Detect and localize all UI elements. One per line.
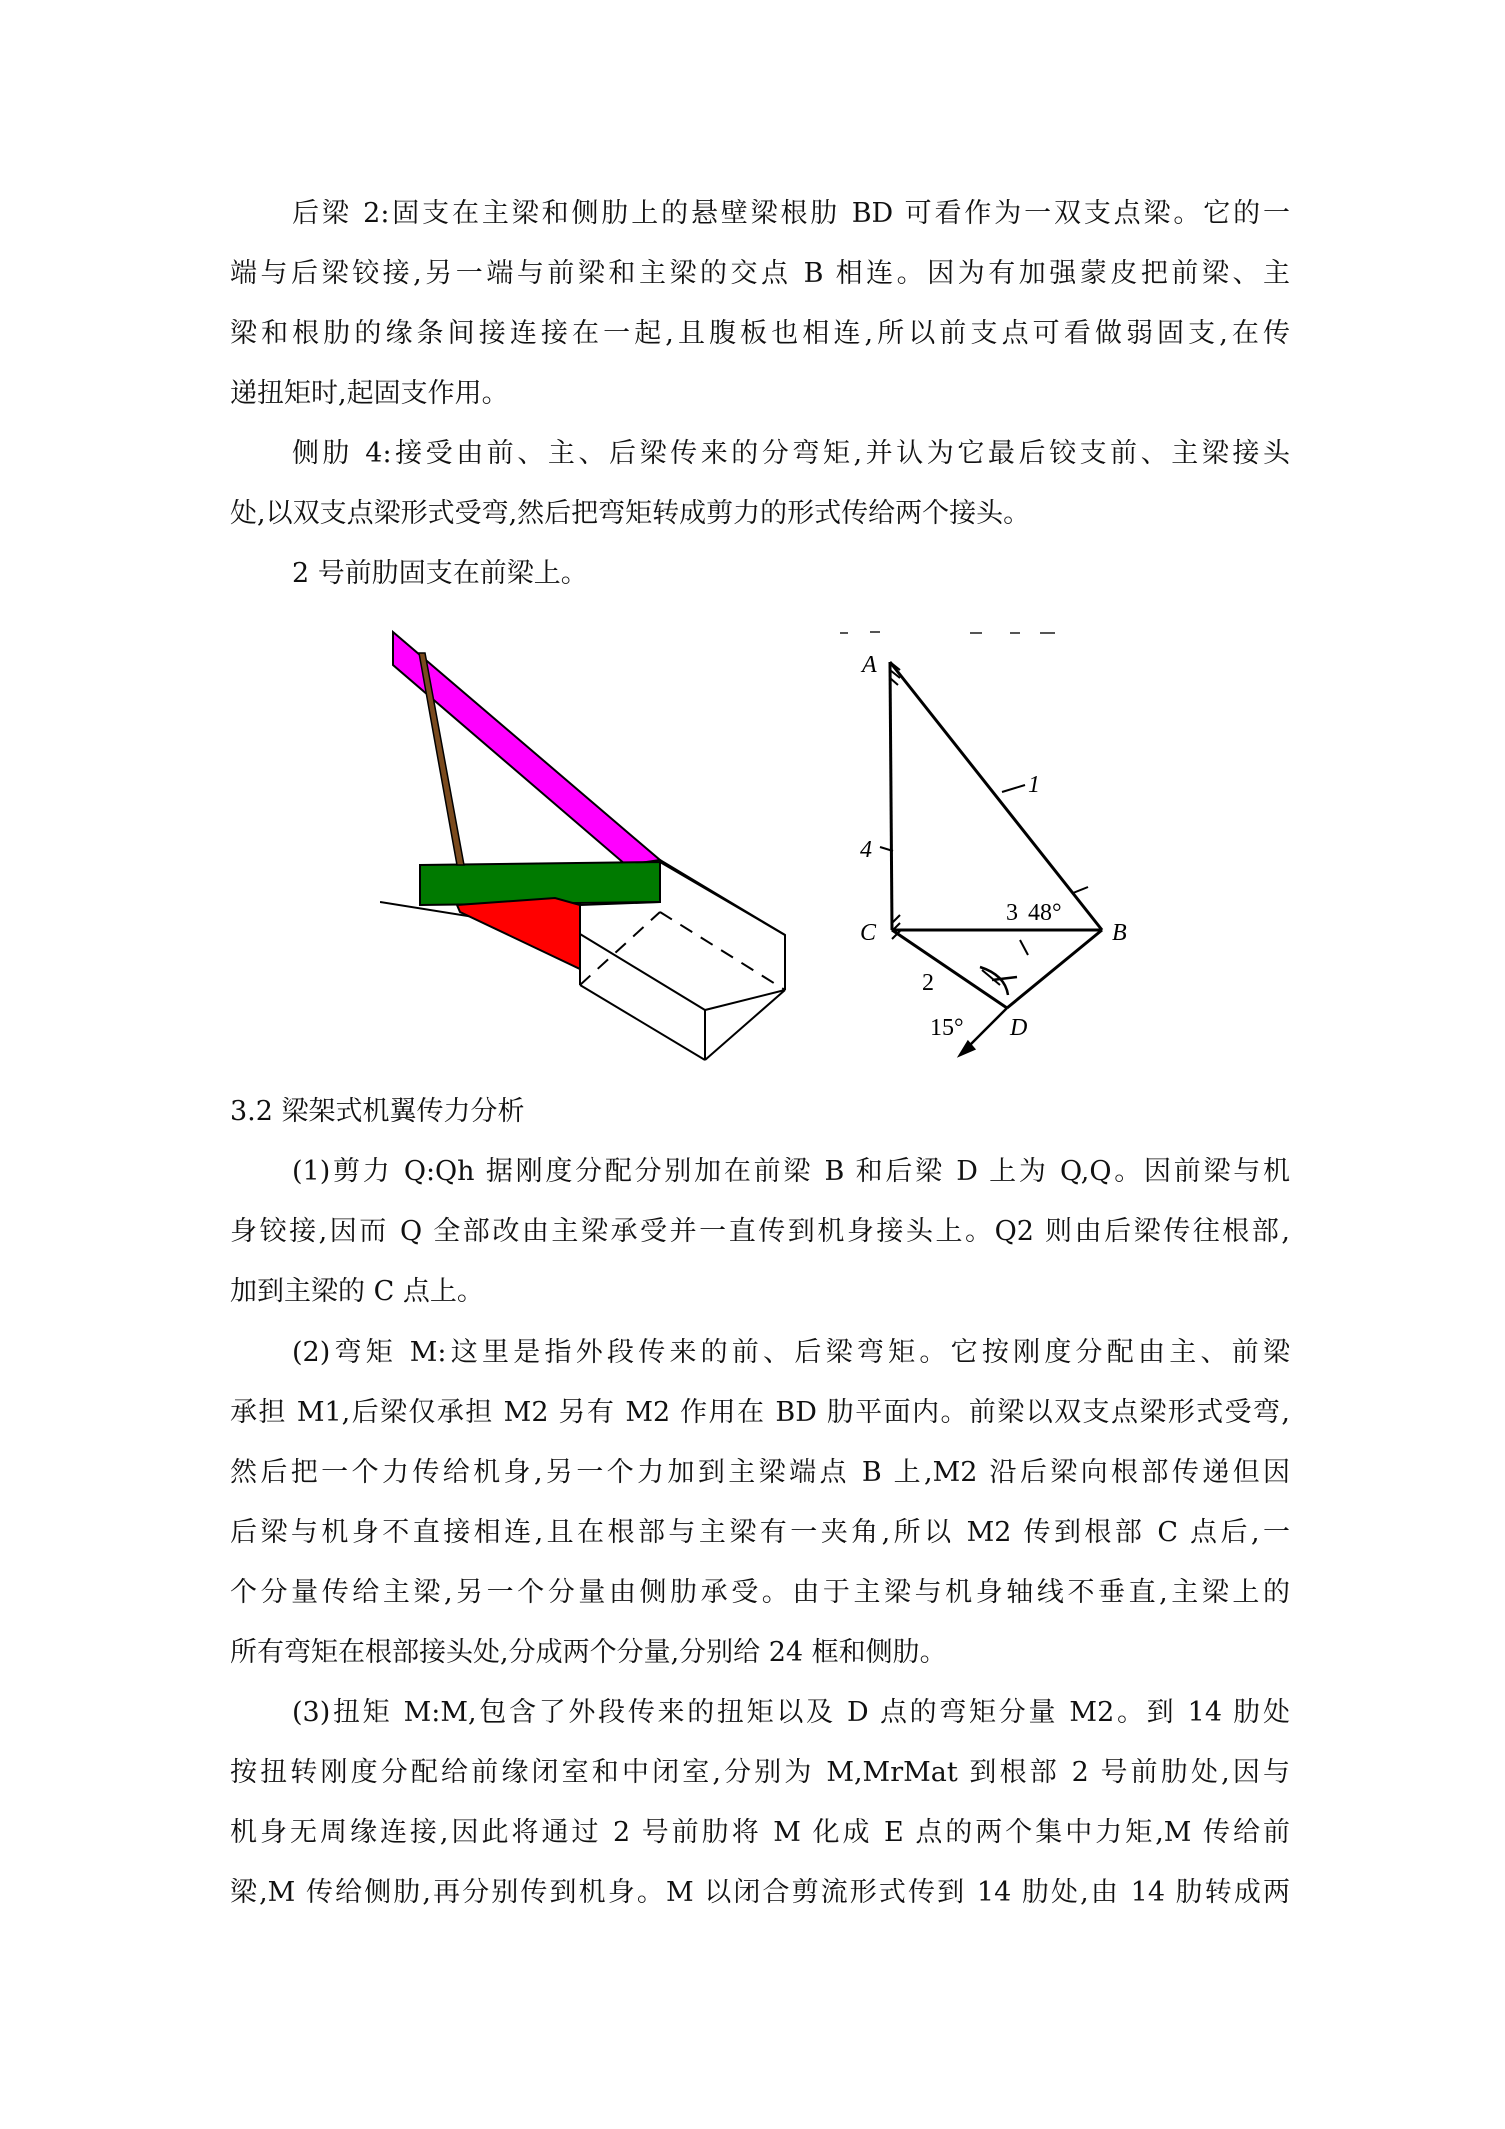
text-line: (3)扭矩 M:M,包含了外段传来的扭矩以及 D 点的弯矩分量 M2。到 14 肋处: [292, 1697, 1290, 1728]
text-line: 侧肋 4:接受由前、主、后梁传来的分弯矩,并认为它最后铰支前、主梁接头: [292, 438, 1290, 469]
label-2: 2: [922, 970, 934, 996]
text-line: 加到主梁的 C 点上。: [230, 1276, 484, 1307]
text-line: 处,以双支点梁形式受弯,然后把弯矩转成剪力的形式传给两个接头。: [230, 498, 1031, 529]
box-edge: [580, 985, 705, 1060]
paragraph-front-rib: [230, 544, 1290, 604]
member-1: [890, 662, 1102, 930]
paragraph-bending: [230, 1323, 1290, 1683]
text-line: 梁和根肋的缘条间接连接在一起,且腹板也相连,所以前支点可看做弱固支,在传: [230, 318, 1290, 349]
box-edge: [660, 862, 785, 935]
paragraph-rear-beam: [230, 184, 1290, 424]
angle-mark: [1020, 940, 1028, 955]
moment-arrow: [992, 977, 1017, 980]
hidden-edge: [580, 912, 660, 985]
label-3: 3: [1006, 900, 1018, 926]
text-line: 然后把一个力传给机身,另一个力加到主梁端点 B 上,M2 沿后梁向根部传递但因: [230, 1457, 1290, 1488]
label-d: D: [1010, 1015, 1028, 1041]
text-line: (1)剪力 Q:Qh 据刚度分配分别加在前梁 B 和后梁 D 上为 Q,Q。因前梁与机: [292, 1156, 1290, 1187]
paragraph-side-rib: [230, 424, 1290, 544]
text-line: 个分量传给主梁,另一个分量由侧肋承受。由于主梁与机身轴线不垂直,主梁上的: [230, 1577, 1290, 1608]
label-c: C: [860, 920, 877, 946]
red-panel-lower: [457, 898, 580, 969]
structure-3d-figure: [380, 620, 800, 1070]
text-line: 身铰接,因而 Q 全部改由主梁承受并一直传到机身接头上。Q2 则由后梁传往根部,: [230, 1216, 1290, 1247]
label-b: B: [1112, 920, 1127, 946]
label-a: A: [862, 652, 877, 678]
label-48deg: 48°: [1028, 900, 1062, 926]
text-line: 机身无周缘连接,因此将通过 2 号前肋将 M 化成 E 点的两个集中力矩,M 传给前: [230, 1817, 1290, 1848]
text-line: 递扭矩时,起固支作用。: [230, 378, 509, 409]
text-line: 端与后梁铰接,另一端与前梁和主梁的交点 B 相连。因为有加强蒙皮把前梁、主: [230, 258, 1290, 289]
text-line: 后梁 2:固支在主梁和侧肋上的悬壁梁根肋 BD 可看作为一双支点梁。它的一: [292, 198, 1290, 229]
text-line: 梁,M 传给侧肋,再分别传到机身。M 以闭合剪流形式传到 14 肋处,由 14 肋转成两: [230, 1877, 1290, 1908]
magenta-spar: [393, 632, 660, 865]
text-line: 所有弯矩在根部接头处,分成两个分量,分别给 24 框和侧肋。: [230, 1637, 947, 1668]
label-1: 1: [1028, 772, 1040, 798]
text-line: 按扭转刚度分配给前缘闭室和中闭室,分别为 M,MrMat 到根部 2 号前肋处,因与: [230, 1757, 1290, 1788]
section-heading: 3.2 梁架式机翼传力分析: [230, 1096, 525, 1127]
label-leader: [1002, 785, 1025, 792]
member-2: [892, 930, 1007, 1008]
label-15deg: 15°: [930, 1015, 964, 1041]
text-line: 2 号前肋固支在前梁上。: [292, 558, 588, 589]
member-4: [890, 662, 892, 930]
text-line: 后梁与机身不直接相连,且在根部与主梁有一夹角,所以 M2 传到根部 C 点后,一: [230, 1517, 1290, 1548]
text-line: (2)弯矩 M:这里是指外段传来的前、后梁弯矩。它按刚度分配由主、前梁: [292, 1337, 1290, 1368]
paragraph-shear: [230, 1142, 1290, 1322]
box-edge: [580, 934, 785, 1010]
label-4: 4: [860, 837, 872, 863]
force-diagram: [830, 615, 1190, 1075]
paragraph-torsion: [230, 1683, 1290, 1923]
angle-mark: [1073, 887, 1088, 893]
text-line: 承担 M1,后梁仅承担 M2 另有 M2 作用在 BD 肋平面内。前梁以双支点梁形式受弯,: [230, 1397, 1290, 1428]
